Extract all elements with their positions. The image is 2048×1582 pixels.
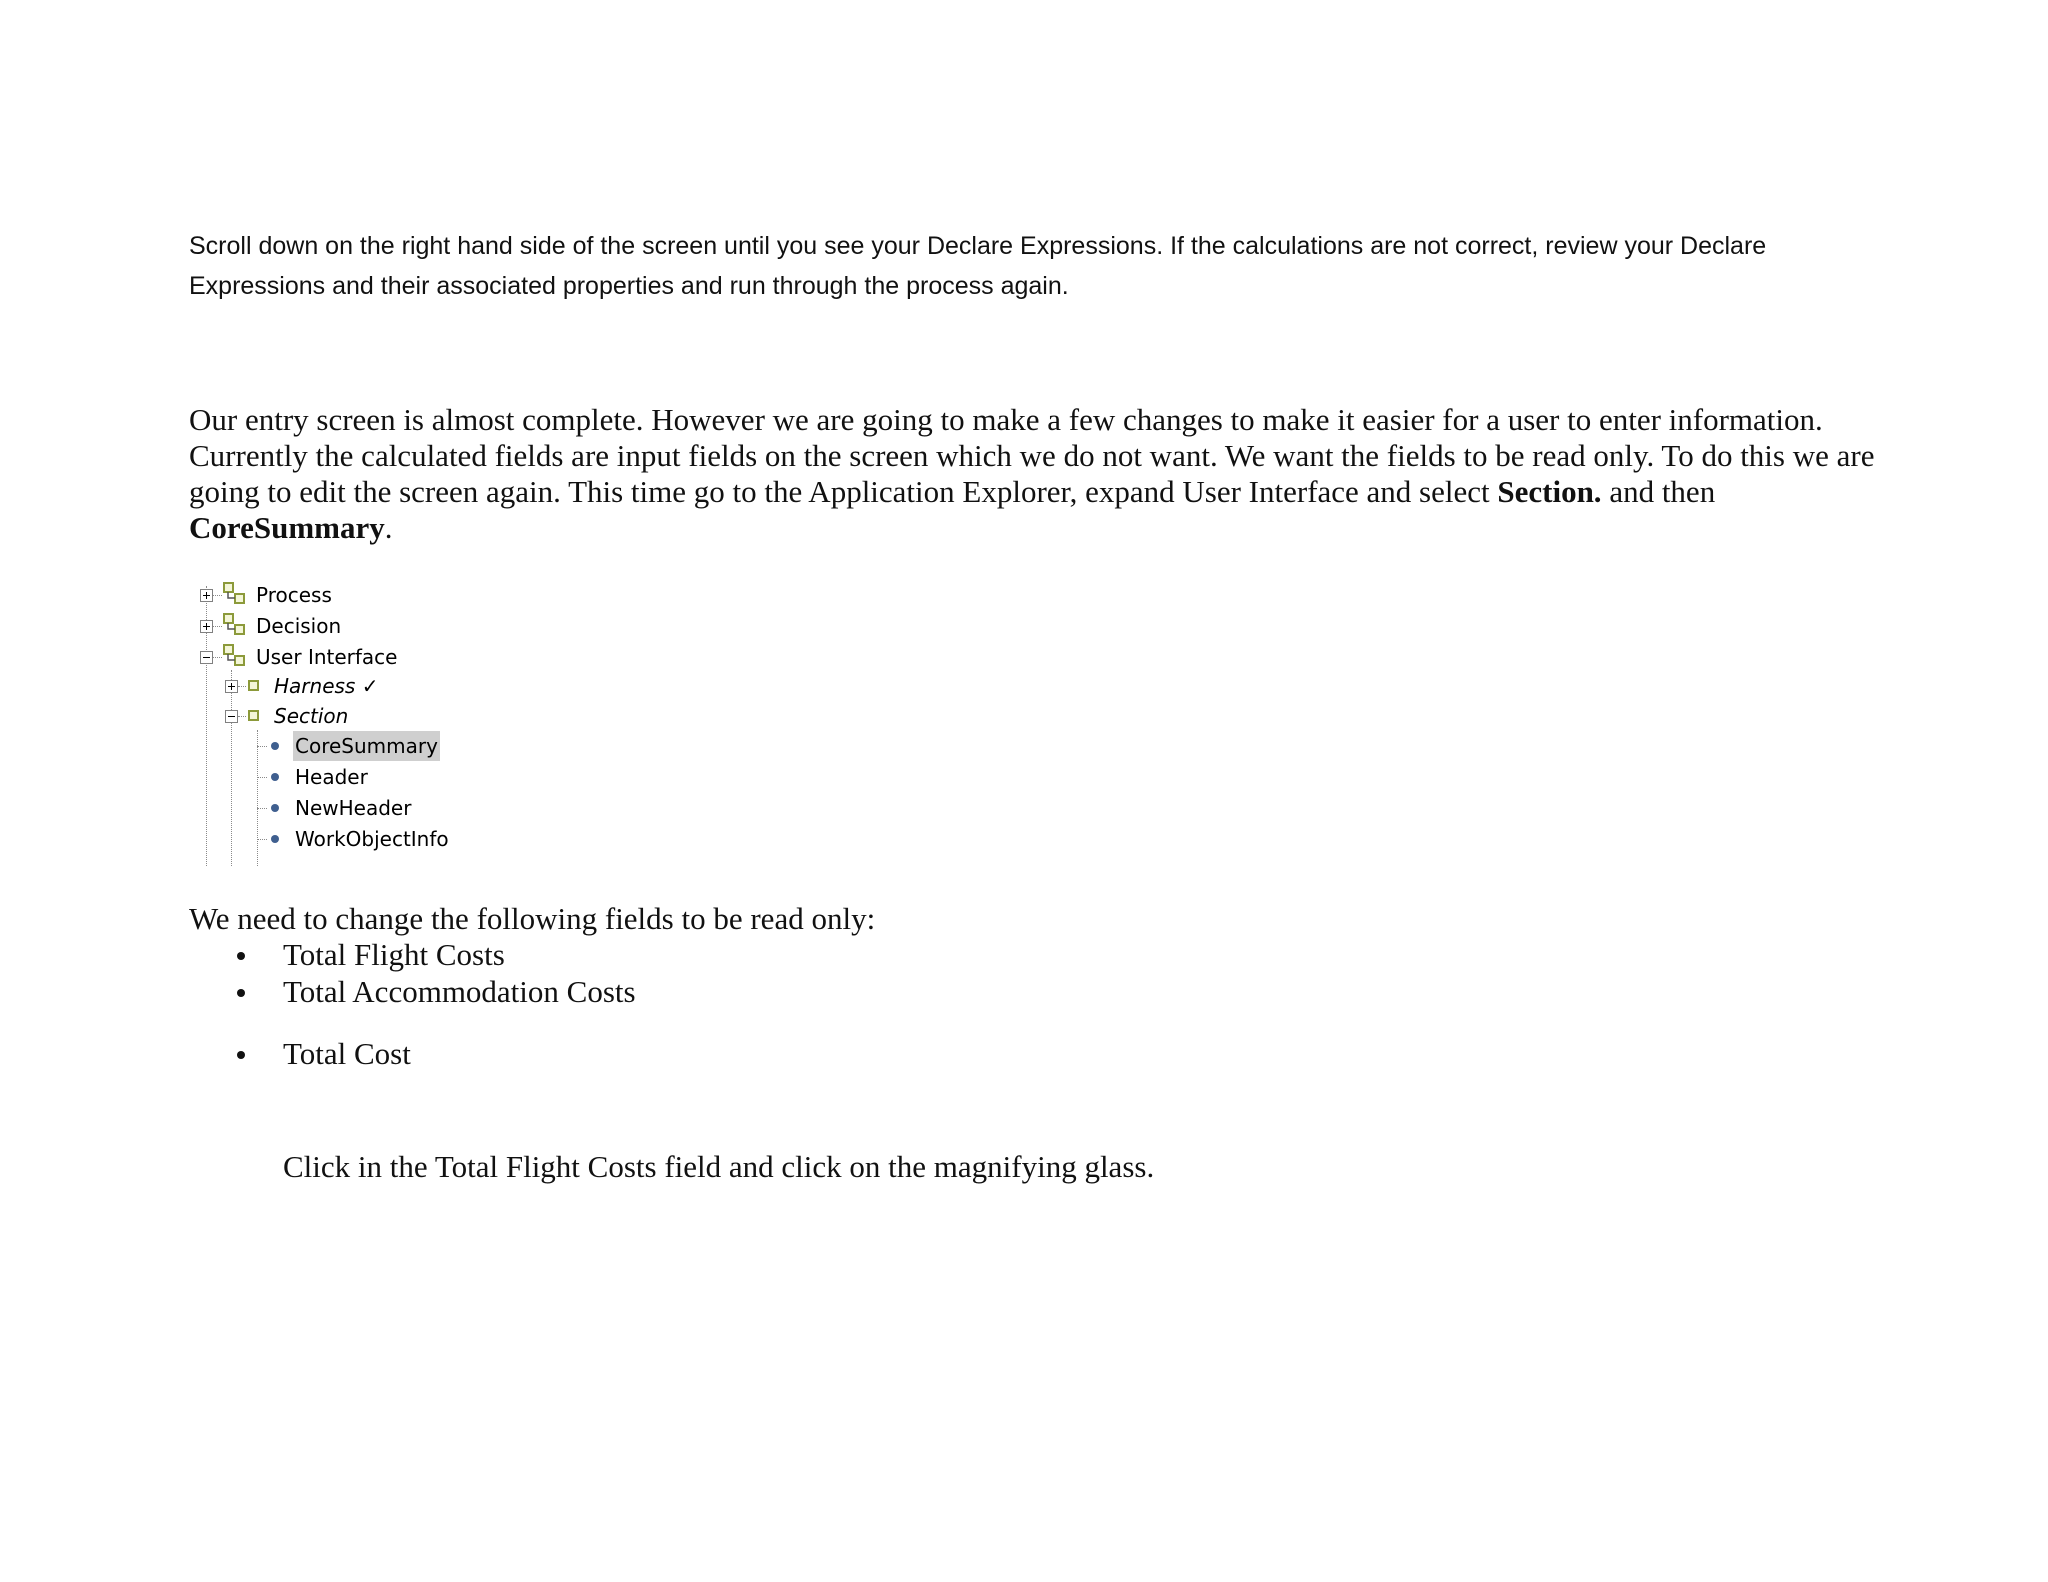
paragraph-bold-coresummary: CoreSummary: [189, 510, 385, 545]
class-group-icon: [223, 582, 247, 606]
list-item-text: Total Flight Costs: [283, 937, 505, 972]
paragraph-bold-section: Section.: [1497, 474, 1602, 509]
bullet-icon: [237, 1051, 245, 1059]
rule-instance-icon: [271, 773, 279, 781]
expand-icon[interactable]: [200, 589, 213, 602]
class-group-icon: [223, 613, 247, 637]
tree-label: Process: [256, 583, 332, 607]
rule-type-icon: [248, 680, 259, 691]
bullet-icon: [237, 989, 245, 997]
tree-label: WorkObjectInfo: [295, 827, 449, 851]
tree-label: User Interface: [256, 645, 398, 669]
list-item-text: Total Accommodation Costs: [283, 974, 636, 1009]
bullet-icon: [237, 952, 245, 960]
tree-label: Header: [295, 765, 368, 789]
fields-intro: We need to change the following fields to be read only:: [189, 901, 876, 936]
tree-label-selected: CoreSummary: [293, 731, 440, 761]
rule-type-icon: [248, 710, 259, 721]
rule-instance-icon: [271, 804, 279, 812]
tree-label: Decision: [256, 614, 342, 638]
tree-label: Harness ✓: [274, 674, 379, 698]
paragraph-text-c: .: [384, 510, 393, 545]
expand-icon[interactable]: [225, 680, 238, 693]
click-instruction: Click in the Total Flight Costs field and click on the magnifying glass.: [283, 1149, 1155, 1184]
instruction-paragraph-entry-screen: [189, 402, 1889, 546]
application-explorer-tree: [190, 580, 490, 866]
paragraph-text-b: and then: [1601, 474, 1716, 509]
rule-instance-icon: [271, 835, 279, 843]
instruction-paragraph-scroll: Scroll down on the right hand side of the screen until you see your Declare Expressions. If the calculations are not correct, review your Declare Expressions and their associated properties and run through the process again.: [189, 232, 1767, 300]
expand-icon[interactable]: [200, 620, 213, 633]
collapse-icon[interactable]: [200, 651, 213, 664]
rule-instance-icon: [271, 742, 279, 750]
paragraph-text-a: Our entry screen is almost complete. However we are going to make a few changes to make it easier for a user to enter information. Currently the calculated fields are input fields on the screen which we do not want. We want the fields to be read only. To do this we are going to edit the screen again. This time go to the Application Explorer, expand User Interface and select: [189, 402, 1875, 509]
list-item-text: Total Cost: [283, 1036, 411, 1071]
collapse-icon[interactable]: [225, 710, 238, 723]
tree-label: NewHeader: [295, 796, 412, 820]
tree-label: Section: [274, 704, 349, 728]
class-group-icon: [223, 644, 247, 668]
